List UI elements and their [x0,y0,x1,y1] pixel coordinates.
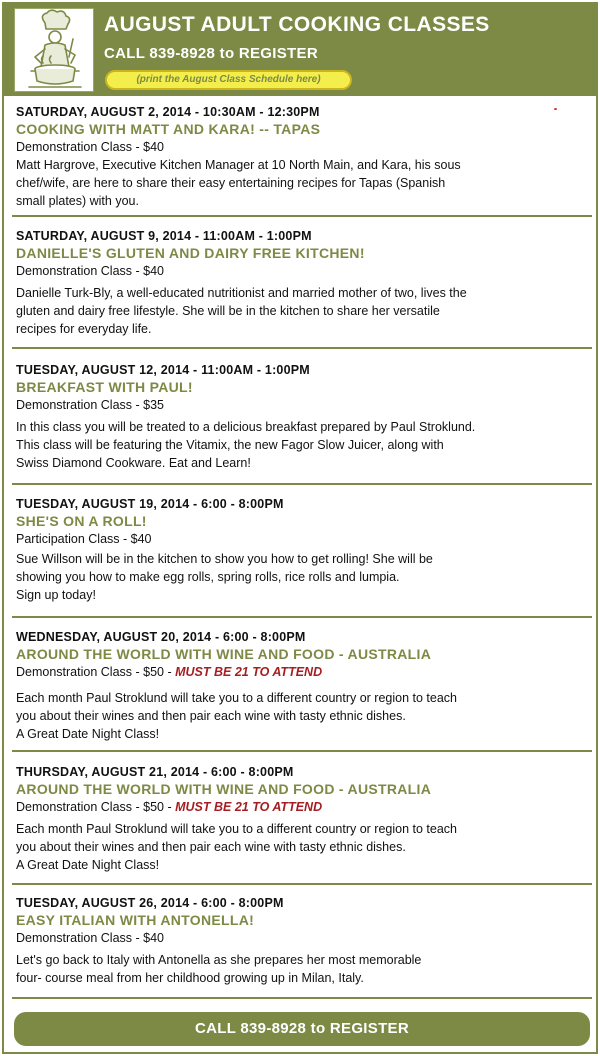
class-title: BREAKFAST WITH PAUL! [16,379,193,395]
class-entry [16,764,592,874]
section-divider [12,883,592,885]
age-warning: MUST BE 21 TO ATTEND [175,665,323,679]
class-title: SHE'S ON A ROLL! [16,513,147,529]
newsletter-frame [2,2,598,1054]
class-date: SATURDAY, AUGUST 2, 2014 - 10:30AM - 12:30PM [16,105,320,119]
class-title: COOKING WITH MATT AND KARA! -- TAPAS [16,121,321,137]
class-title: AROUND THE WORLD WITH WINE AND FOOD - AUSTRALIA [16,646,432,662]
class-type: Demonstration Class - $50 - MUST BE 21 TO ATTEND [16,800,323,814]
class-entry [16,629,592,743]
class-description: Matt Hargrove, Executive Kitchen Manager at 10 North Main, and Kara, his sous chef/wife, are here to share their easy entertaining recipes for Tapas (Spanish small plates) with you. [16,158,461,208]
class-type: Demonstration Class - $40 [16,264,164,278]
class-type: Demonstration Class - $40 [16,931,164,945]
class-type: Demonstration Class - $40 [16,140,164,154]
class-description: In this class you will be treated to a delicious breakfast prepared by Paul Stroklund. This class will be featuring the Vitamix, the new Fagor Slow Juicer, along with Swiss Diamond Cookware. Eat and Learn! [16,420,476,470]
class-date: SATURDAY, AUGUST 9, 2014 - 11:00AM - 1:00PM [16,229,312,243]
chef-cooking-logo-icon [14,8,94,92]
class-description: Each month Paul Stroklund will take you to a different country or region to teach you about their wines and then pair each wine with tasty ethnic dishes. A Great Date Night Class! [16,691,457,741]
class-entry [16,104,592,210]
class-entry [16,228,592,338]
age-warning: MUST BE 21 TO ATTEND [175,800,323,814]
class-description: Each month Paul Stroklund will take you to a different country or region to teach you about their wines and then pair each wine with tasty ethnic dishes. A Great Date Night Class! [16,822,457,872]
class-type: Demonstration Class - $35 [16,398,164,412]
class-description: Danielle Turk-Bly, a well-educated nutritionist and married mother of two, lives the gluten and dairy free lifestyle. She will be in the kitchen to share her versatile recipes for everyday life. [16,286,467,336]
class-title: AROUND THE WORLD WITH WINE AND FOOD - AUSTRALIA [16,781,432,797]
class-title: DANIELLE'S GLUTEN AND DAIRY FREE KITCHEN! [16,245,365,261]
class-title: EASY ITALIAN WITH ANTONELLA! [16,912,255,928]
section-divider [12,215,592,217]
header-banner [4,4,596,96]
section-divider [12,997,592,999]
class-date: TUESDAY, AUGUST 19, 2014 - 6:00 - 8:00PM [16,497,284,511]
class-description: Sue Willson will be in the kitchen to show you how to get rolling! She will be showing you how to make egg rolls, spring rolls, rice rolls and lumpia. Sign up today! [16,552,433,602]
class-description: Let's go back to Italy with Antonella as she prepares her most memorable four- course meal from her childhood growing up in Milan, Italy. [16,953,422,985]
class-type: Participation Class - $40 [16,532,152,546]
section-divider [12,616,592,618]
class-date: WEDNESDAY, AUGUST 20, 2014 - 6:00 - 8:00PM [16,630,306,644]
section-divider [12,483,592,485]
register-button[interactable]: CALL 839-8928 to REGISTER [14,1012,590,1046]
class-date: TUESDAY, AUGUST 12, 2014 - 11:00AM - 1:00PM [16,363,310,377]
section-divider [12,347,592,349]
class-entry [16,895,592,987]
class-entry [16,496,592,604]
section-divider [12,750,592,752]
class-date: TUESDAY, AUGUST 26, 2014 - 6:00 - 8:00PM [16,896,284,910]
header-title: AUGUST ADULT COOKING CLASSES [104,13,490,36]
header-phone: CALL 839-8928 to REGISTER [104,45,318,62]
print-schedule-link[interactable]: (print the August Class Schedule here) [105,70,352,90]
class-entry [16,362,592,472]
class-type: Demonstration Class - $50 - MUST BE 21 TO ATTEND [16,665,323,679]
class-date: THURSDAY, AUGUST 21, 2014 - 6:00 - 8:00PM [16,765,294,779]
